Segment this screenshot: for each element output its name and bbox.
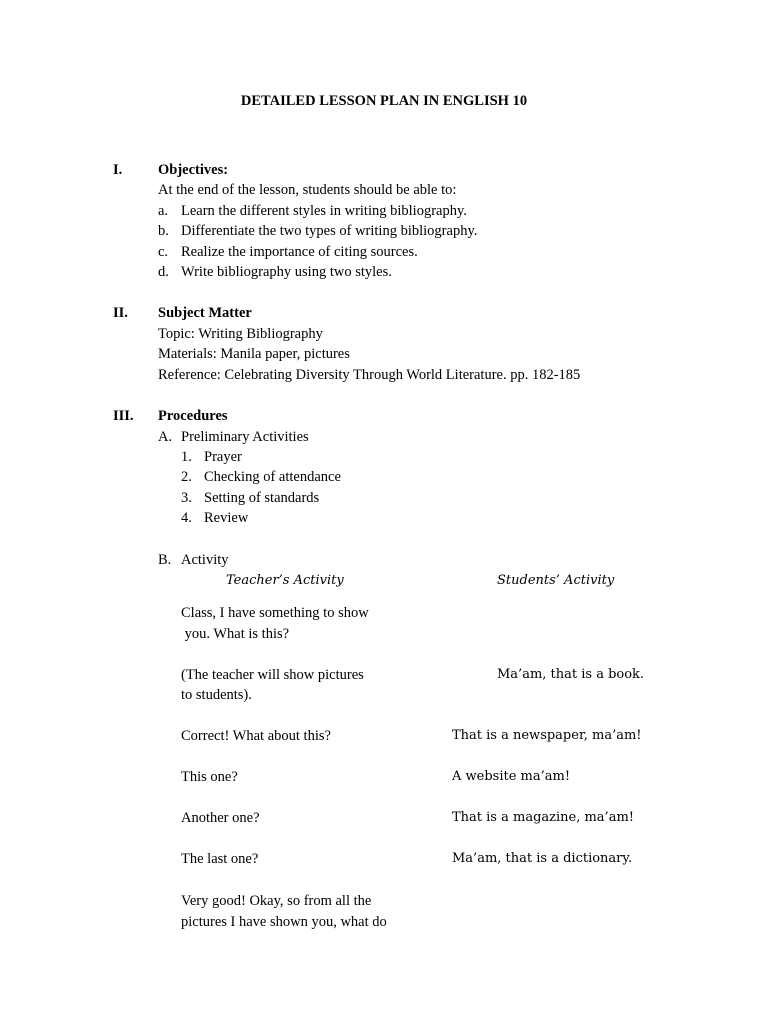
subsection-label: Preliminary Activities	[181, 429, 309, 445]
topic-line: Topic: Writing Bibliography	[158, 326, 323, 342]
teacher-line: Very good! Okay, so from all the	[181, 893, 372, 909]
teacher-line: Class, I have something to show	[181, 605, 369, 621]
teacher-line: Correct! What about this?	[181, 728, 331, 744]
teacher-line: The last one?	[181, 851, 259, 867]
objective-item: Differentiate the two types of writing bibliography.	[181, 223, 478, 239]
teacher-line: to students).	[181, 687, 252, 703]
section-heading: Procedures	[158, 408, 228, 424]
list-marker: B.	[158, 552, 172, 568]
list-item: Prayer	[204, 449, 242, 465]
student-line: A website ma’am!	[452, 769, 571, 784]
section-heading: Subject Matter	[158, 305, 252, 321]
section-numeral: III.	[113, 408, 134, 424]
student-line: That is a newspaper, ma’am!	[452, 728, 642, 743]
objective-item: Realize the importance of citing sources.	[181, 244, 418, 260]
student-line: Ma’am, that is a dictionary.	[452, 851, 633, 866]
list-item: Checking of attendance	[204, 469, 341, 485]
subsection-label: Activity	[181, 552, 229, 568]
list-marker: 3.	[181, 490, 192, 506]
list-marker: d.	[158, 264, 169, 280]
teacher-line: This one?	[181, 769, 238, 785]
section-heading: Objectives:	[158, 162, 229, 178]
objective-item: Learn the different styles in writing bibliography.	[181, 203, 467, 219]
list-marker: A.	[158, 429, 173, 445]
section-numeral: I.	[113, 162, 123, 178]
student-column-header: Students’ Activity	[497, 573, 615, 588]
teacher-line: you. What is this?	[181, 626, 290, 642]
list-marker: 4.	[181, 510, 192, 526]
objectives-intro: At the end of the lesson, students should be able to:	[158, 182, 457, 198]
teacher-line: pictures I have shown you, what do	[181, 914, 387, 930]
objective-item: Write bibliography using two styles.	[181, 264, 392, 280]
student-line: Ma’am, that is a book.	[497, 667, 645, 682]
reference-line: Reference: Celebrating Diversity Through World Literature. pp. 182-185	[158, 367, 581, 383]
list-marker: b.	[158, 223, 169, 239]
list-marker: 2.	[181, 469, 192, 485]
section-numeral: II.	[113, 305, 128, 321]
document-title: DETAILED LESSON PLAN IN ENGLISH 10	[240, 93, 528, 109]
list-marker: c.	[158, 244, 169, 260]
list-marker: 1.	[181, 449, 192, 465]
list-item: Setting of standards	[204, 490, 320, 506]
teacher-column-header: Teacher’s Activity	[226, 573, 344, 588]
teacher-line: Another one?	[181, 810, 260, 826]
teacher-line: (The teacher will show pictures	[181, 667, 364, 683]
list-item: Review	[204, 510, 249, 526]
list-marker: a.	[158, 203, 169, 219]
materials-line: Materials: Manila paper, pictures	[158, 346, 350, 362]
student-line: That is a magazine, ma’am!	[452, 810, 634, 825]
